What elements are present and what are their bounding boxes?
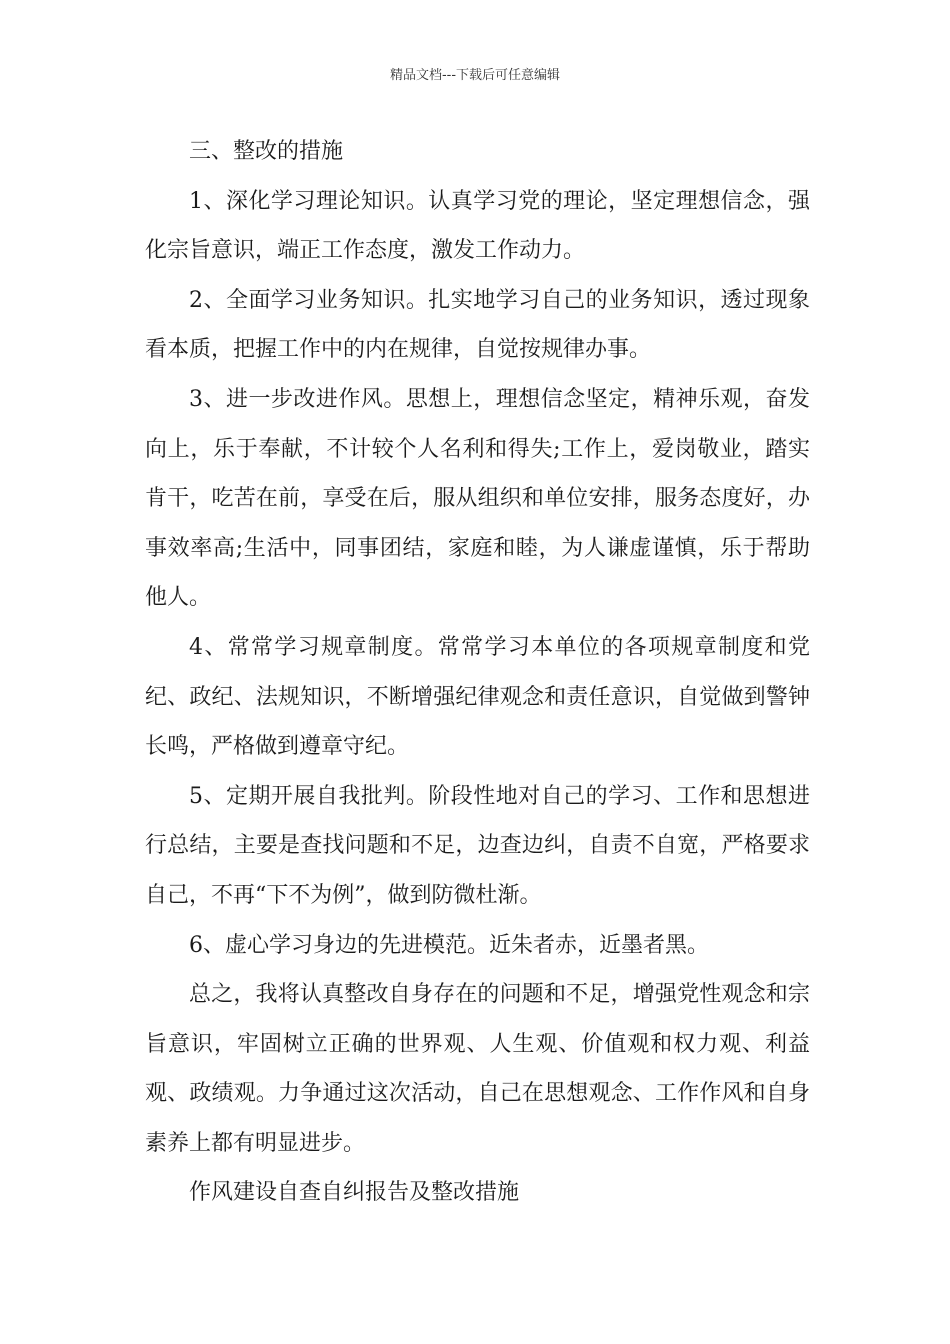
paragraph-4: 4、常常学习规章制度。常常学习本单位的各项规章制度和党纪、政纪、法规知识，不断增强纪律观念和责任意识，自觉做到警钟长鸣，严格做到遵章守纪。 [145, 634, 810, 760]
page-header: 精品文档---下载后可任意编辑 [389, 68, 561, 83]
paragraph-summary: 总之，我将认真整改自身存在的问题和不足，增强党性观念和宗旨意识，牢固树立正确的世界观、人生观、价值观和权力观、利益观、政绩观。力争通过这次活动，自己在思想观念、工作作风和自身素养上都有明显进步。 [145, 982, 810, 1156]
section-heading: 三、整改的措施 [189, 139, 344, 164]
paragraph-1: 1、深化学习理论知识。认真学习党的理论，坚定理想信念，强化宗旨意识，端正工作态度，激发工作动力。 [145, 188, 810, 264]
paragraph-2: 2、全面学习业务知识。扎实地学习自己的业务知识，透过现象看本质，把握工作中的内在规律，自觉按规律办事。 [145, 287, 810, 363]
paragraph-3: 3、进一步改进作风。思想上，理想信念坚定，精神乐观，奋发向上，乐于奉献，不计较个人名利和得失;工作上，爱岗敬业，踏实肯干，吃苦在前，享受在后，服从组织和单位安排，服务态度好，办事效率高;生活中，同事团结，家庭和睦，为人谦虚谨慎，乐于帮助他人。 [145, 386, 810, 611]
next-section-title: 作风建设自查自纠报告及整改措施 [189, 1180, 520, 1206]
paragraph-5: 5、定期开展自我批判。阶段性地对自己的学习、工作和思想进行总结，主要是查找问题和不足，边查边纠，自责不自宽，严格要求自己，不再“下不为例”，做到防微杜渐。 [145, 783, 810, 908]
document-body [145, 127, 810, 1218]
paragraph-6: 6、虚心学习身边的先进模范。近朱者赤，近墨者黑。 [189, 932, 709, 958]
